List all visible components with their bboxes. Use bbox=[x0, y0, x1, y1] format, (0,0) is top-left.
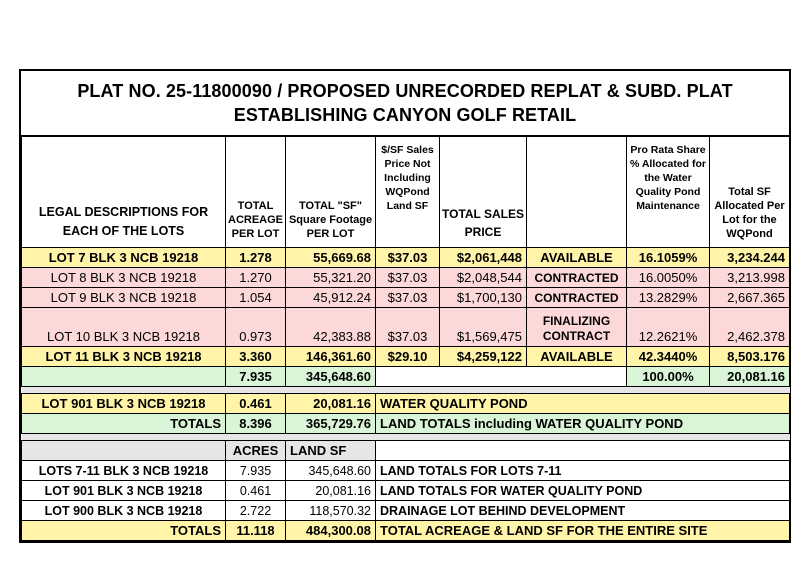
summary-acres: 2.722 bbox=[226, 501, 286, 521]
summary-desc: LAND TOTALS FOR LOTS 7-11 bbox=[376, 461, 790, 481]
divider bbox=[22, 387, 790, 394]
lot-acres: 0.973 bbox=[226, 308, 286, 347]
pond-sf: 20,081.16 bbox=[286, 394, 376, 414]
lot-sales: $2,048,544 bbox=[440, 268, 527, 288]
table-row bbox=[22, 501, 790, 521]
lot-status: AVAILABLE bbox=[527, 248, 627, 268]
summary-legal: LOT 900 BLK 3 NCB 19218 bbox=[22, 501, 226, 521]
header-row bbox=[22, 137, 790, 248]
blank-cell bbox=[22, 441, 226, 461]
grand-total-label: TOTALS bbox=[22, 521, 226, 541]
lot-status: AVAILABLE bbox=[527, 347, 627, 367]
lot-pct: 42.3440% bbox=[627, 347, 710, 367]
lot-pct: 12.2621% bbox=[627, 308, 710, 347]
lot-legal: LOT 10 BLK 3 NCB 19218 bbox=[22, 308, 226, 347]
summary-acres: 0.461 bbox=[226, 481, 286, 501]
lot-acres: 3.360 bbox=[226, 347, 286, 367]
status-line-1: FINALIZING bbox=[542, 314, 611, 328]
lot-acres: 1.278 bbox=[226, 248, 286, 268]
lot-alloc: 2,667.365 bbox=[710, 288, 790, 308]
lot-alloc: 2,462.378 bbox=[710, 308, 790, 347]
title-line-2: ESTABLISHING CANYON GOLF RETAIL bbox=[233, 105, 577, 125]
summary-legal: LOTS 7-11 BLK 3 NCB 19218 bbox=[22, 461, 226, 481]
header-price-sf: $/SF Sales Price Not Including WQPond Land SF bbox=[376, 137, 440, 248]
totals-desc: LAND TOTALS including WATER QUALITY POND bbox=[376, 414, 790, 434]
header-alloc-sf: Total SF Allocated Per Lot for the WQPond bbox=[710, 137, 790, 248]
grand-total-sf: 484,300.08 bbox=[286, 521, 376, 541]
lot-totals-alloc: 20,081.16 bbox=[710, 367, 790, 387]
pond-row bbox=[22, 394, 790, 414]
lot-sf: 146,361.60 bbox=[286, 347, 376, 367]
table-row bbox=[22, 347, 790, 367]
header-status bbox=[527, 137, 627, 248]
lot-legal: LOT 11 BLK 3 NCB 19218 bbox=[22, 347, 226, 367]
summary-acres: 7.935 bbox=[226, 461, 286, 481]
lot-status bbox=[527, 308, 627, 347]
lot-status: CONTRACTED bbox=[527, 268, 627, 288]
pond-acres: 0.461 bbox=[226, 394, 286, 414]
lot-sales: $2,061,448 bbox=[440, 248, 527, 268]
summary-legal: LOT 901 BLK 3 NCB 19218 bbox=[22, 481, 226, 501]
table-row bbox=[22, 461, 790, 481]
blank-cell bbox=[376, 367, 627, 387]
header-total-sales: TOTAL SALES PRICE bbox=[440, 137, 527, 248]
totals-acres: 8.396 bbox=[226, 414, 286, 434]
pond-desc: WATER QUALITY POND bbox=[376, 394, 790, 414]
lot-legal: LOT 9 BLK 3 NCB 19218 bbox=[22, 288, 226, 308]
lot-alloc: 3,234.244 bbox=[710, 248, 790, 268]
divider bbox=[22, 434, 790, 441]
summary-header-row bbox=[22, 441, 790, 461]
header-legal: LEGAL DESCRIPTIONS FOR EACH OF THE LOTS bbox=[22, 137, 226, 248]
title-line-1: PLAT NO. 25-11800090 / PROPOSED UNRECORDED REPLAT & SUBD. PLAT bbox=[77, 81, 733, 101]
plat-sheet bbox=[19, 69, 791, 543]
lot-price-sf: $37.03 bbox=[376, 248, 440, 268]
header-acreage: TOTAL ACREAGE PER LOT bbox=[226, 137, 286, 248]
lot-totals-row bbox=[22, 367, 790, 387]
blank-cell bbox=[22, 367, 226, 387]
table-row bbox=[22, 288, 790, 308]
lot-legal: LOT 8 BLK 3 NCB 19218 bbox=[22, 268, 226, 288]
lot-sf: 42,383.88 bbox=[286, 308, 376, 347]
summary-desc: LAND TOTALS FOR WATER QUALITY POND bbox=[376, 481, 790, 501]
table-row bbox=[22, 268, 790, 288]
lots-table bbox=[21, 136, 790, 541]
lot-sf: 55,669.68 bbox=[286, 248, 376, 268]
lot-price-sf: $29.10 bbox=[376, 347, 440, 367]
lot-pct: 13.2829% bbox=[627, 288, 710, 308]
lot-totals-pct: 100.00% bbox=[627, 367, 710, 387]
summary-sf: 118,570.32 bbox=[286, 501, 376, 521]
summary-header-sf: LAND SF bbox=[286, 441, 376, 461]
lot-price-sf: $37.03 bbox=[376, 268, 440, 288]
lot-acres: 1.054 bbox=[226, 288, 286, 308]
lot-alloc: 8,503.176 bbox=[710, 347, 790, 367]
lot-sales: $1,569,475 bbox=[440, 308, 527, 347]
table-row bbox=[22, 248, 790, 268]
table-row bbox=[22, 481, 790, 501]
totals-row bbox=[22, 414, 790, 434]
totals-label: TOTALS bbox=[22, 414, 226, 434]
lot-sf: 55,321.20 bbox=[286, 268, 376, 288]
lot-legal: LOT 7 BLK 3 NCB 19218 bbox=[22, 248, 226, 268]
summary-sf: 20,081.16 bbox=[286, 481, 376, 501]
lot-sales: $1,700,130 bbox=[440, 288, 527, 308]
lot-acres: 1.270 bbox=[226, 268, 286, 288]
grand-total-row bbox=[22, 521, 790, 541]
grand-total-acres: 11.118 bbox=[226, 521, 286, 541]
lot-sales: $4,259,122 bbox=[440, 347, 527, 367]
page-title bbox=[21, 71, 789, 136]
lot-status: CONTRACTED bbox=[527, 288, 627, 308]
lot-totals-acres: 7.935 bbox=[226, 367, 286, 387]
lot-pct: 16.1059% bbox=[627, 248, 710, 268]
table-row bbox=[22, 308, 790, 347]
lot-sf: 45,912.24 bbox=[286, 288, 376, 308]
grand-total-desc: TOTAL ACREAGE & LAND SF FOR THE ENTIRE SITE bbox=[376, 521, 790, 541]
status-line-2: CONTRACT bbox=[542, 329, 611, 343]
summary-header-acres: ACRES bbox=[226, 441, 286, 461]
lot-pct: 16.0050% bbox=[627, 268, 710, 288]
summary-sf: 345,648.60 bbox=[286, 461, 376, 481]
lot-totals-sf: 345,648.60 bbox=[286, 367, 376, 387]
header-sf: TOTAL "SF" Square Footage PER LOT bbox=[286, 137, 376, 248]
pond-legal: LOT 901 BLK 3 NCB 19218 bbox=[22, 394, 226, 414]
blank-cell bbox=[376, 441, 790, 461]
lot-price-sf: $37.03 bbox=[376, 308, 440, 347]
header-pro-rata: Pro Rata Share % Allocated for the Water Quality Pond Maintenance bbox=[627, 137, 710, 248]
summary-desc: DRAINAGE LOT BEHIND DEVELOPMENT bbox=[376, 501, 790, 521]
totals-sf: 365,729.76 bbox=[286, 414, 376, 434]
lot-alloc: 3,213.998 bbox=[710, 268, 790, 288]
lot-price-sf: $37.03 bbox=[376, 288, 440, 308]
